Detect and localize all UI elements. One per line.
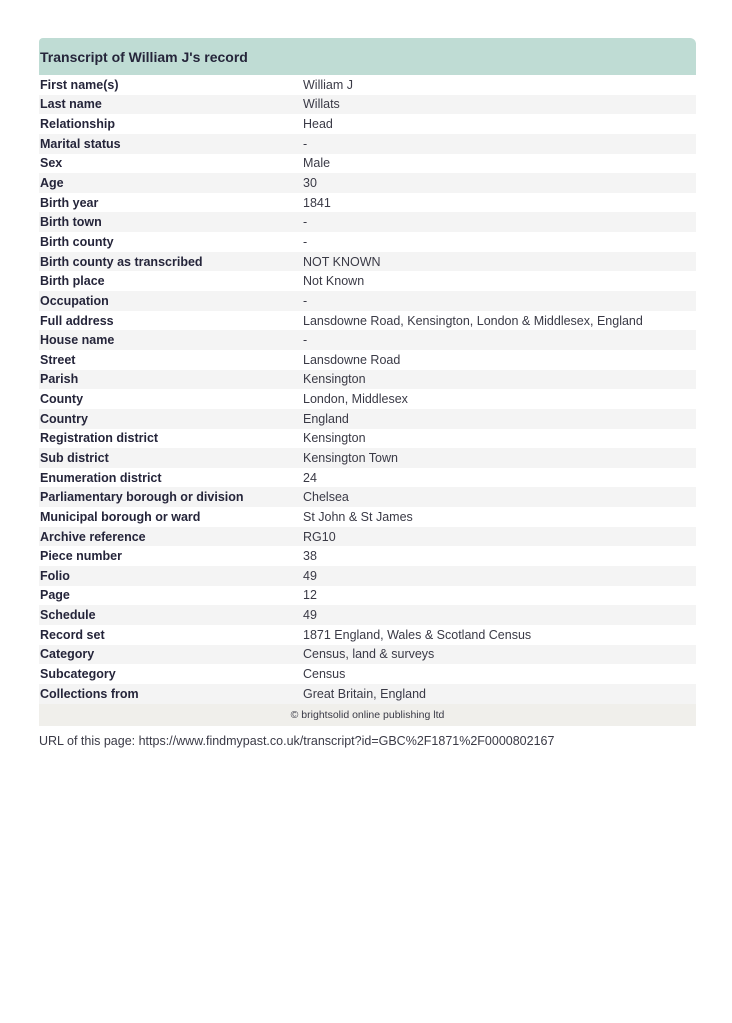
field-row [39,291,696,311]
page-url-line: URL of this page: https://www.findmypast.co.uk/transcript?id=GBC%2F1871%2F0000802167 [39,734,555,748]
field-row [39,645,696,665]
field-row [39,527,696,547]
field-label: Relationship [40,117,116,132]
field-label: Archive reference [40,529,146,544]
field-label: County [40,392,84,407]
field-row [39,350,696,370]
field-value: Census [303,667,346,682]
field-row [39,114,696,134]
field-row [39,252,696,272]
field-value: Lansdowne Road, Kensington, London & Middlesex, England [303,313,643,328]
field-label: Country [40,411,88,426]
field-value: 38 [303,549,317,564]
field-label: Municipal borough or ward [40,509,201,524]
field-row [39,566,696,586]
copyright-text: © brightsolid online publishing ltd [290,708,445,721]
field-value: RG10 [303,529,336,544]
field-value: Great Britain, England [303,686,426,701]
field-value: 30 [303,176,317,191]
field-value: Chelsea [303,490,349,505]
field-value: St John & St James [303,509,413,524]
field-row [39,605,696,625]
field-label: Sex [40,156,63,171]
field-value: 1841 [303,195,331,210]
field-row [39,468,696,488]
field-row [39,311,696,331]
field-label: Enumeration district [40,470,162,485]
field-label: Occupation [40,293,109,308]
field-value: 12 [303,588,317,603]
field-label: Birth town [40,215,102,230]
field-row [39,664,696,684]
field-value: William J [303,77,353,92]
field-value: - [303,215,308,230]
field-label: Schedule [40,608,96,623]
field-value: England [303,411,349,426]
field-label: Birth place [40,274,105,289]
field-value: Census, land & surveys [303,647,435,662]
field-row [39,546,696,566]
field-value: 1871 England, Wales & Scotland Census [303,627,532,642]
field-row [39,330,696,350]
field-row [39,389,696,409]
field-value: 49 [303,568,317,583]
field-label: Record set [40,627,105,642]
field-label: Birth year [40,195,99,210]
field-value: Willats [303,97,340,112]
field-value: Kensington [303,431,366,446]
field-value: - [303,234,308,249]
field-value: Kensington [303,372,366,387]
field-row [39,173,696,193]
field-row [39,212,696,232]
field-row [39,75,696,95]
record-fields-table [39,75,696,704]
field-label: Folio [40,568,70,583]
field-row [39,193,696,213]
field-row [39,370,696,390]
transcript-record [39,38,696,726]
record-title: Transcript of William J's record [39,38,696,75]
field-row [39,487,696,507]
field-value: 24 [303,470,317,485]
field-row [39,507,696,527]
field-label: Registration district [40,431,159,446]
copyright-bar [39,704,696,726]
field-value: Male [303,156,331,171]
field-value: 49 [303,608,317,623]
field-label: Age [40,176,64,191]
field-value: Not Known [303,274,365,289]
field-label: Category [40,647,95,662]
field-label: Full address [40,313,114,328]
field-label: Street [40,352,76,367]
field-value: - [303,136,308,151]
field-label: House name [40,333,115,348]
field-row [39,625,696,645]
field-label: Subcategory [40,667,116,682]
field-row [39,134,696,154]
field-label: Sub district [40,450,109,465]
field-row [39,271,696,291]
field-label: Birth county [40,234,114,249]
field-row [39,586,696,606]
field-value: - [303,333,308,348]
field-value: Head [303,117,333,132]
field-label: Birth county as transcribed [40,254,203,269]
field-label: Marital status [40,136,121,151]
field-row [39,95,696,115]
field-row [39,448,696,468]
field-value: London, Middlesex [303,392,408,407]
field-label: First name(s) [40,77,119,92]
field-row [39,232,696,252]
field-value: Kensington Town [303,450,398,465]
field-label: Page [40,588,70,603]
field-label: Piece number [40,549,122,564]
field-label: Parish [40,372,79,387]
field-value: - [303,293,308,308]
field-label: Parliamentary borough or division [40,490,244,505]
field-value: NOT KNOWN [303,254,381,269]
field-label: Collections from [40,686,139,701]
field-row [39,429,696,449]
field-label: Last name [40,97,102,112]
field-value: Lansdowne Road [303,352,401,367]
field-row [39,409,696,429]
field-row [39,684,696,704]
field-row [39,154,696,174]
